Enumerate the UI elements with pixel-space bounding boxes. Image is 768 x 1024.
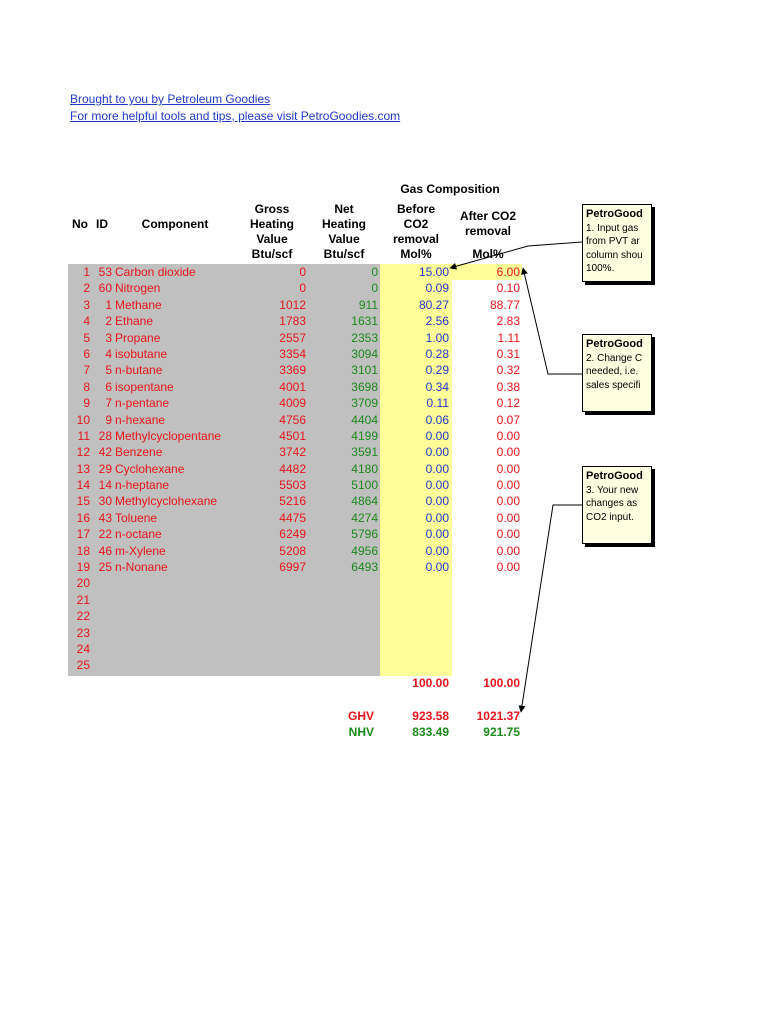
before-co2-mol-percent[interactable]: 0.00	[425, 543, 449, 558]
gross-heating-value: 4009	[279, 396, 306, 411]
gross-heating-value: 1012	[279, 297, 306, 312]
component-id: 30	[98, 494, 112, 509]
before-co2-mol-percent[interactable]: 0.00	[425, 560, 449, 575]
row-number: 12	[76, 445, 90, 460]
table-row	[68, 412, 528, 428]
note-line: 2. Change C	[586, 352, 643, 364]
header-after-unit: Mol%	[472, 247, 504, 261]
component-name: n-Nonane	[115, 560, 168, 575]
component-name: n-butane	[115, 363, 163, 378]
comment-note-2[interactable]	[582, 334, 652, 412]
component-id: 14	[98, 478, 112, 493]
before-co2-mol-percent[interactable]: 0.00	[425, 510, 449, 525]
header-id: ID	[96, 217, 108, 231]
component-name: isopentane	[115, 379, 174, 394]
table-row	[68, 346, 528, 362]
row-number: 3	[83, 297, 90, 312]
net-heating-value: 3094	[351, 346, 378, 361]
component-name: m-Xylene	[115, 543, 166, 558]
before-co2-mol-percent[interactable]: 0.29	[425, 363, 449, 378]
before-co2-mol-percent[interactable]: 0.34	[425, 379, 449, 394]
before-co2-mol-percent[interactable]: 0.00	[425, 527, 449, 542]
net-heating-value: 911	[358, 297, 378, 312]
after-co2-mol-percent: 0.31	[496, 346, 520, 361]
petroleum-goodies-link[interactable]: Brought to you by Petroleum Goodies	[70, 92, 271, 106]
after-co2-mol-percent: 0.00	[496, 527, 520, 542]
table-row	[68, 641, 528, 657]
net-heating-value: 4274	[351, 510, 378, 525]
component-id: 6	[105, 379, 112, 394]
before-co2-mol-percent[interactable]: 0.00	[425, 478, 449, 493]
net-heating-value: 3709	[351, 396, 378, 411]
table-row	[68, 379, 528, 395]
component-name: isobutane	[115, 346, 168, 361]
net-heating-value: 4180	[351, 461, 378, 476]
note-title: PetroGood	[586, 338, 643, 350]
net-heating-value: 2353	[351, 330, 378, 345]
row-number: 9	[83, 396, 90, 411]
gross-heating-value: 3369	[279, 363, 306, 378]
table-row	[68, 493, 528, 509]
component-name: Methylcyclopentane	[115, 428, 222, 443]
component-id: 28	[98, 428, 112, 443]
row-number: 10	[76, 412, 90, 427]
component-id: 4	[105, 346, 112, 361]
component-id: 60	[98, 281, 112, 296]
component-name: n-pentane	[115, 396, 170, 411]
component-name: n-octane	[115, 527, 162, 542]
component-id: 7	[105, 396, 112, 411]
before-co2-mol-percent[interactable]: 1.00	[425, 330, 449, 345]
before-sum: 100.00	[412, 676, 449, 690]
net-heating-value: 5100	[351, 478, 378, 493]
after-co2-mol-percent: 0.32	[496, 363, 520, 378]
table-row	[68, 264, 528, 280]
nhv-label: NHV	[348, 725, 374, 739]
gross-heating-value: 4001	[279, 379, 306, 394]
net-heating-value: 0	[371, 265, 378, 279]
row-number: 24	[76, 641, 90, 656]
table-row	[68, 575, 528, 591]
gross-heating-value: 4501	[279, 428, 306, 443]
table-row	[68, 362, 528, 378]
gross-heating-value: 6997	[279, 560, 306, 575]
note-line: changes as	[586, 498, 638, 509]
net-heating-value: 3591	[351, 445, 378, 460]
row-number: 18	[76, 543, 90, 558]
component-id: 1	[105, 297, 112, 312]
after-co2-mol-percent: 88.77	[489, 297, 520, 312]
gross-heating-value: 4475	[279, 510, 306, 525]
component-name: Propane	[115, 330, 161, 345]
petrogoodies-site-link[interactable]: For more helpful tools and tips, please visit PetroGoodies.com	[70, 109, 401, 123]
before-co2-mol-percent[interactable]: 0.11	[426, 396, 449, 411]
row-number: 11	[77, 428, 90, 443]
after-co2-mol-percent: 0.00	[496, 428, 520, 443]
before-co2-mol-percent[interactable]: 2.56	[425, 314, 449, 329]
component-name: Benzene	[115, 445, 163, 460]
before-co2-mol-percent[interactable]: 0.00	[425, 428, 449, 443]
row-number: 20	[76, 576, 90, 591]
note-title: PetroGood	[586, 470, 643, 482]
after-co2-mol-percent: 6.00	[496, 265, 520, 279]
gross-heating-value: 3354	[279, 346, 306, 361]
note-line: column shou	[586, 249, 643, 261]
component-id: 42	[98, 445, 112, 460]
component-name: Toluene	[115, 510, 158, 525]
header-net-heating-value: Net Heating Value Btu/scf	[321, 202, 366, 261]
note-line: from PVT ar	[586, 236, 640, 247]
gross-heating-value: 0	[299, 281, 306, 296]
component-name: n-heptane	[115, 478, 170, 493]
table-row	[68, 395, 528, 411]
ghv-before: 923.58	[412, 709, 449, 723]
gross-heating-value: 5503	[279, 478, 306, 493]
comment-note-1[interactable]	[582, 204, 652, 282]
row-number: 17	[76, 527, 90, 542]
gross-heating-value: 5208	[279, 543, 306, 558]
net-heating-value: 0	[371, 281, 378, 296]
table-row	[68, 280, 528, 296]
component-name: Carbon dioxide	[115, 265, 196, 279]
component-name: Ethane	[115, 314, 154, 329]
table-row	[68, 559, 528, 575]
net-heating-value: 4864	[351, 494, 378, 509]
after-co2-mol-percent: 0.07	[496, 412, 520, 427]
component-id: 3	[105, 330, 112, 345]
table-row	[68, 444, 528, 460]
row-number: 2	[83, 281, 90, 296]
net-heating-value: 4956	[351, 543, 378, 558]
net-heating-value: 3698	[351, 379, 378, 394]
net-heating-value: 4404	[351, 412, 378, 427]
note-line: needed, i.e.	[586, 366, 639, 377]
row-number: 13	[76, 461, 90, 476]
row-number: 14	[76, 478, 90, 493]
component-id: 9	[105, 412, 112, 427]
component-name: Methylcyclohexane	[115, 494, 218, 509]
row-number: 19	[76, 560, 90, 575]
header-gas-composition: Gas Composition	[400, 182, 500, 196]
row-number: 7	[83, 363, 90, 378]
table-row	[68, 313, 528, 329]
before-co2-mol-percent[interactable]: 80.27	[418, 297, 449, 312]
table-row	[68, 428, 528, 444]
row-number: 5	[83, 330, 90, 345]
gross-heating-value: 4482	[279, 461, 306, 476]
component-id: 2	[105, 314, 112, 329]
after-co2-mol-percent: 0.10	[496, 281, 520, 296]
before-co2-mol-percent[interactable]: 15.00	[418, 265, 449, 279]
header-no: No	[72, 217, 88, 231]
component-id: 43	[98, 510, 112, 525]
header-after-co2: After CO2 removal	[459, 209, 516, 238]
after-co2-mol-percent: 0.00	[496, 494, 520, 509]
before-co2-mol-percent[interactable]: 0.00	[425, 461, 449, 476]
after-co2-mol-percent: 0.00	[496, 478, 520, 493]
net-heating-value: 5796	[351, 527, 378, 542]
before-co2-mol-percent[interactable]: 0.00	[425, 494, 449, 509]
component-id: 46	[98, 543, 112, 558]
note-line: 1. Input gas	[586, 222, 639, 234]
after-co2-mol-percent: 0.00	[496, 543, 520, 558]
table-row	[68, 330, 528, 346]
before-co2-mol-percent[interactable]: 0.28	[425, 346, 449, 361]
gross-heating-value: 1783	[279, 314, 306, 329]
before-co2-mol-percent[interactable]: 0.00	[425, 445, 449, 460]
note-line: 100%.	[586, 263, 615, 274]
component-id: 25	[98, 560, 112, 575]
table-row	[68, 608, 528, 624]
net-heating-value: 3101	[351, 363, 378, 378]
table-row	[68, 543, 528, 559]
after-co2-mol-percent: 0.00	[496, 461, 520, 476]
table-row	[68, 510, 528, 526]
table-row	[68, 461, 528, 477]
nhv-before: 833.49	[412, 725, 449, 739]
header-gross-heating-value: Gross Heating Value Btu/scf	[249, 202, 294, 261]
before-co2-mol-percent[interactable]: 0.06	[425, 412, 449, 427]
row-number: 15	[76, 494, 90, 509]
row-number: 23	[76, 625, 90, 640]
gross-heating-value: 4756	[279, 412, 306, 427]
header-component: Component	[141, 217, 209, 231]
after-co2-mol-percent: 0.00	[496, 560, 520, 575]
ghv-label: GHV	[347, 709, 374, 723]
after-co2-mol-percent: 1.11	[497, 330, 520, 345]
note-line: sales specifi	[586, 379, 641, 391]
after-co2-mol-percent: 0.38	[496, 379, 520, 394]
row-number: 21	[76, 592, 90, 607]
net-heating-value: 1631	[351, 314, 378, 329]
after-co2-mol-percent: 0.00	[496, 510, 520, 525]
component-name: n-hexane	[115, 412, 166, 427]
table-row	[68, 526, 528, 542]
net-heating-value: 4199	[351, 428, 378, 443]
before-co2-mol-percent[interactable]: 0.09	[425, 281, 449, 296]
table-row	[68, 592, 528, 608]
ghv-after: 1021.37	[476, 709, 520, 723]
component-name: Cyclohexane	[115, 461, 185, 476]
table-row	[68, 625, 528, 641]
row-number: 16	[76, 510, 90, 525]
component-id: 53	[98, 265, 112, 279]
gross-heating-value: 0	[299, 265, 306, 279]
note-title: PetroGood	[586, 208, 643, 220]
gross-heating-value: 2557	[279, 330, 306, 345]
header-before-co2: Before CO2 removal Mol%	[392, 202, 440, 261]
row-number: 4	[83, 314, 90, 329]
comment-note-3[interactable]	[582, 466, 652, 544]
after-co2-mol-percent: 2.83	[496, 314, 520, 329]
table-row	[68, 297, 528, 313]
note-line: CO2 input.	[586, 511, 634, 523]
gross-heating-value: 5216	[279, 494, 306, 509]
composition-table	[68, 264, 528, 674]
component-id: 29	[98, 461, 112, 476]
after-sum: 100.00	[483, 676, 520, 690]
component-id: 22	[98, 527, 112, 542]
component-name: Nitrogen	[115, 281, 161, 296]
after-co2-mol-percent: 0.00	[496, 445, 520, 460]
component-id: 5	[105, 363, 112, 378]
row-number: 22	[76, 609, 90, 624]
table-row	[68, 477, 528, 493]
note-line: 3. Your new	[586, 484, 639, 496]
nhv-after: 921.75	[483, 725, 520, 739]
table-row	[68, 657, 528, 673]
row-number: 6	[83, 346, 90, 361]
arrow-note-2	[523, 268, 582, 374]
row-number: 25	[76, 658, 90, 673]
row-number: 8	[83, 379, 90, 394]
after-co2-mol-percent: 0.12	[496, 396, 520, 411]
arrow-note-3	[521, 505, 582, 712]
gross-heating-value: 6249	[279, 527, 306, 542]
row-number: 1	[83, 265, 90, 279]
net-heating-value: 6493	[351, 560, 378, 575]
component-name: Methane	[115, 297, 162, 312]
gross-heating-value: 3742	[279, 445, 306, 460]
